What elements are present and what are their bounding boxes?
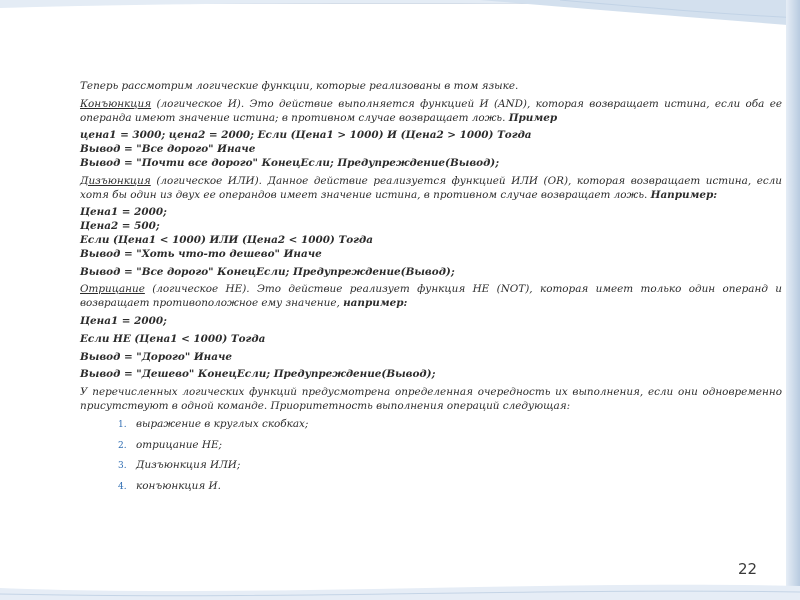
conjunction-description: (логическое И). Это действие выполняется функцией И (AND), которая возвращает истина, если оба ее операнда имеют значение истина; в противном случае возвращает ложь.: [80, 97, 782, 124]
negation-code-line-1: Цена1 = 2000;: [80, 314, 167, 327]
negation-paragraph: [80, 283, 782, 311]
list-item: [118, 418, 782, 433]
negation-description: (логическое НЕ). Это действие реализует функция НЕ (NOT), которая имеет только один операнд и возвращает противоположное ему значение,: [80, 283, 782, 310]
negation-code-line-2: Если НЕ (Цена1 < 1000) Тогда: [80, 332, 266, 345]
negation-term: Отрицание: [80, 283, 145, 296]
list-item: [118, 480, 782, 495]
list-item-text: отрицание НЕ;: [136, 438, 223, 451]
disjunction-description: (логическое ИЛИ). Данное действие реализуется функцией ИЛИ (OR), которая возвращает истина, если хотя бы один из двух ее операндов имеет значение истина, в противном случае возвращает ложь.: [80, 174, 782, 201]
priority-list: [80, 418, 782, 495]
intro-text: Теперь рассмотрим логические функции, которые реализованы в том языке.: [80, 80, 519, 92]
list-item-number: 2.: [118, 440, 127, 451]
disjunction-example-label: Например:: [650, 188, 718, 201]
list-item-number: 4.: [118, 482, 127, 493]
disjunction-paragraph: [80, 175, 782, 203]
conjunction-paragraph: [80, 98, 782, 126]
conjunction-term: Конъюнкция: [80, 97, 152, 110]
bottom-decoration: [0, 574, 800, 600]
disjunction-code-line-4: Вывод = "Хоть что-то дешево" Иначе: [80, 247, 322, 260]
negation-code-line-4: Вывод = "Дешево" КонецЕсли; Предупреждение(Вывод);: [80, 368, 436, 381]
list-item: [118, 439, 782, 454]
right-decorative-bar: [786, 0, 800, 600]
disjunction-code-line-2: Цена2 = 500;: [80, 220, 160, 233]
list-item-number: 3.: [118, 461, 127, 472]
conjunction-example-label: Пример: [508, 111, 558, 124]
conjunction-code-line-2: Вывод = "Все дорого" Иначе: [80, 143, 256, 156]
conjunction-code-line-1: цена1 = 3000; цена2 = 2000; Если (Цена1 > 1000) И (Цена2 > 1000) Тогда: [80, 129, 532, 142]
page-number: 22: [738, 560, 758, 578]
priority-paragraph: У перечисленных логических функций предусмотрена определенная очередность их выполнения, если они одновременно присутствуют в одной команде. Приоритетность выполнения операций следующая:: [80, 386, 782, 412]
disjunction-code-line-1: Цена1 = 2000;: [80, 206, 167, 219]
list-item-text: Дизъюнкция ИЛИ;: [136, 459, 241, 472]
disjunction-term: Дизъюнкция: [80, 174, 151, 187]
list-item: [118, 459, 782, 474]
disjunction-code-line-3: Если (Цена1 < 1000) ИЛИ (Цена2 < 1000) Тогда: [80, 233, 373, 246]
list-item-text: конъюнкция И.: [136, 480, 221, 493]
list-item-text: выражение в круглых скобках;: [136, 417, 309, 430]
top-decoration: [0, 0, 800, 60]
negation-example-label: например:: [343, 297, 408, 310]
slide-body: [80, 80, 782, 501]
conjunction-code-line-3: Вывод = "Почти все дорого" КонецЕсли; Предупреждение(Вывод);: [80, 156, 500, 169]
disjunction-code-line-5: Вывод = "Все дорого" КонецЕсли; Предупреждение(Вывод);: [80, 265, 455, 278]
negation-code-line-3: Вывод = "Дорого" Иначе: [80, 350, 233, 363]
list-item-number: 1.: [118, 419, 127, 430]
